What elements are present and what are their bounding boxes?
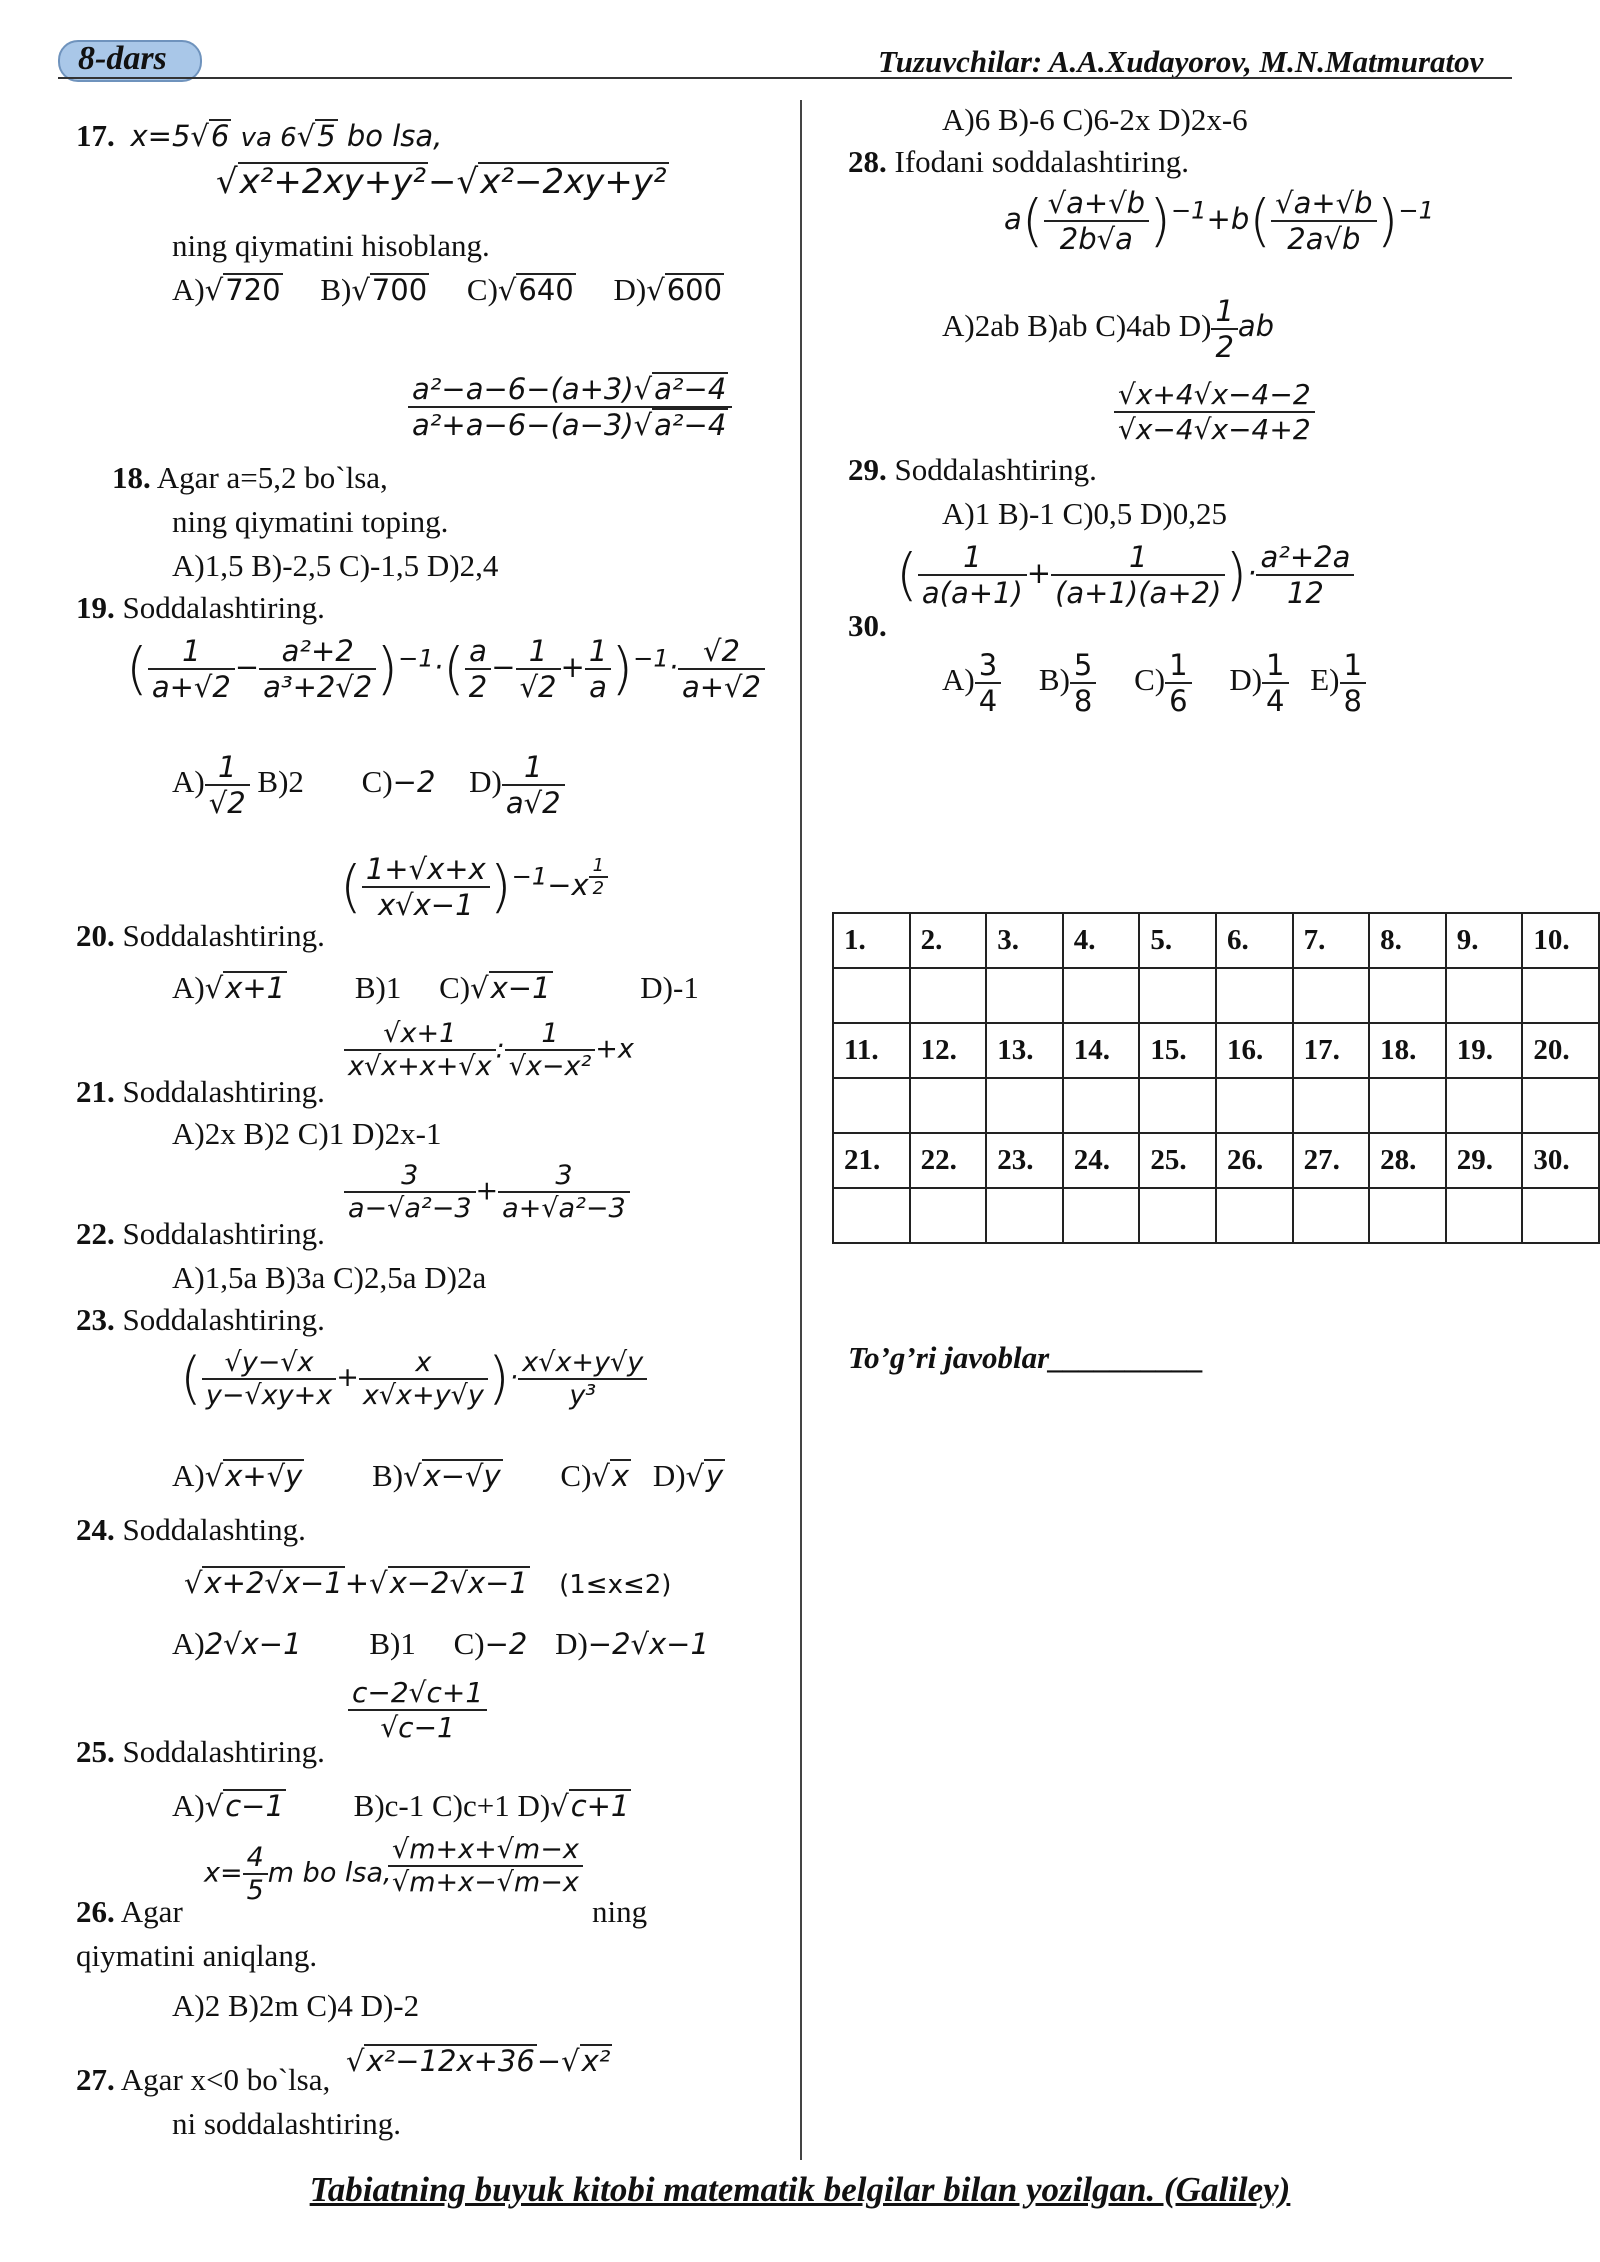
q24-title: 24. Soddalashting. — [76, 1512, 306, 1547]
answer-cell[interactable] — [1216, 1188, 1293, 1243]
q17-text: ning qiymatini hisoblang. — [172, 228, 490, 263]
q19-options: A) $\frac{1}{√2}$ B)2 C)−2 D) $\frac{1}{a√2}$ — [172, 750, 565, 820]
q28-expression: a( $\frac{√a+√b}{2b√a}$ )$^{-1}$+b( $\frac{√a+√b}{2a√b}$ )$^{-1}$ — [1004, 186, 1435, 256]
q20-options: A)√x+1 B)1 C)√x−1 D)-1 — [172, 970, 699, 1005]
answer-cell[interactable] — [1063, 1078, 1140, 1133]
answer-cell[interactable] — [1369, 968, 1446, 1023]
answer-input-row — [833, 1078, 1599, 1133]
q21-options: A)2x B)2 C)1 D)2x-1 — [172, 1116, 442, 1151]
answer-cell[interactable] — [1293, 968, 1370, 1023]
q21-title: 21. Soddalashtiring. — [76, 1074, 325, 1109]
answer-cell[interactable] — [1216, 968, 1293, 1023]
q22-title: 22. Soddalashtiring. — [76, 1216, 325, 1251]
header-rule — [58, 77, 1512, 79]
q24-expression: √x+2√x−1+√x−2√x−1 (1≤x≤2) — [184, 1566, 672, 1600]
q28-title: 28. Ifodani soddalashtiring. — [848, 144, 1189, 179]
q17-expression: √x²+2xy+y²−√x²−2xy+y² — [216, 162, 667, 202]
q28-options: A)2ab B)ab C)4ab D) $\frac{1}{2}$ ab — [942, 294, 1275, 364]
answer-cell[interactable] — [1293, 1078, 1370, 1133]
q29-expression: $\frac{√x+4√x-4-2}{√x-4√x-4+2}$ — [1114, 378, 1315, 446]
q30-expression: ( $\frac{1}{a(a+1)}$ + $\frac{1}{(a+1)(a+2)}$ )· $\frac{\text{a²+2a}}{12}$ — [896, 540, 1354, 610]
q20-expression: ( $\frac{1+√x+x}{x√x-1}$ )$^{-1}$−x $^{\frac{1}{2}}$ — [340, 852, 608, 922]
q26-text1: 26. Agar — [76, 1894, 183, 1929]
q25-expression: $\frac{c-2√c+1}{√c-1}$ — [348, 1676, 487, 1744]
answer-cell[interactable] — [986, 1078, 1063, 1133]
answer-cell[interactable] — [1216, 1078, 1293, 1133]
q18-fraction: $\frac{\text{a²−a−6−(a+3)√a²−4}}{\text{a²+a−6−(a−3)√a²−4}}$ — [408, 372, 732, 442]
lesson-title: 8-dars — [78, 40, 167, 77]
q25-title: 25. Soddalashtiring. — [76, 1734, 325, 1769]
q23-options: A)√x+√y B)√x−√y C)√x D)√y — [172, 1458, 724, 1493]
answer-input-row — [833, 1188, 1599, 1243]
answer-cell[interactable] — [1139, 968, 1216, 1023]
answer-cell[interactable] — [1522, 1188, 1599, 1243]
q27-options: A)6 B)-6 C)6-2x D)2x-6 — [942, 102, 1248, 137]
q22-expression: $\frac{3}{\text{a−√a²−3}}$ + $\frac{3}{\text{a+√a²−3}}$ — [344, 1160, 630, 1224]
answer-cell[interactable] — [910, 1188, 987, 1243]
answer-input-row — [833, 968, 1599, 1023]
q27-expression: √x²−12x+36−√x² — [346, 2044, 611, 2078]
q25-options: A)√c−1 B)c-1 C)c+1 D)√c+1 — [172, 1788, 630, 1823]
answer-cell[interactable] — [910, 1078, 987, 1133]
answer-cell[interactable] — [833, 968, 910, 1023]
q18-options: A)1,5 B)-2,5 C)-1,5 D)2,4 — [172, 548, 499, 583]
q21-expression: $\frac{√x+1}{x√x+x+√x}$ : $\frac{1}{\text{√x−x²}}$ +x — [344, 1018, 634, 1082]
q18-text1: 18. Agar a=5,2 bo`lsa, — [112, 460, 388, 495]
answer-header-row: 11. 12. 13. 14. 15. 16. 17. 18. 19. 20. — [833, 1023, 1599, 1078]
answer-cell[interactable] — [986, 1188, 1063, 1243]
answer-cell[interactable] — [1293, 1188, 1370, 1243]
answer-cell[interactable] — [986, 968, 1063, 1023]
q17: 17. x=5√6 va 6√5 bo lsa, — [76, 118, 443, 153]
answer-cell[interactable] — [1522, 968, 1599, 1023]
q27-text1: 27. Agar x<0 bo`lsa, — [76, 2062, 331, 2097]
q29-options: A)1 B)-1 C)0,5 D)0,25 — [942, 496, 1227, 531]
q19-expression: ( $\frac{1}{a+√2}$ − $\frac{\text{a²+2}}{\text{a³+2√2}}$ )$^{-1}$·( $\frac{a}{2}$ − $\frac{1}{√2}$ + $\frac{1}{a}$ )$^{-1}$· $\frac{√2}{a+√2}$ — [126, 634, 765, 704]
q20-title: 20. Soddalashtiring. — [76, 918, 325, 953]
answer-cell[interactable] — [1139, 1188, 1216, 1243]
answer-cell[interactable] — [1139, 1078, 1216, 1133]
authors: Tuzuvchilar: A.A.Xudayorov, M.N.Matmuratov — [878, 44, 1484, 79]
q26-condition: x= $\frac{4}{5}$ m bo lsa, — [204, 1842, 392, 1906]
answer-cell[interactable] — [1369, 1078, 1446, 1133]
answer-cell[interactable] — [1369, 1188, 1446, 1243]
answer-cell[interactable] — [910, 968, 987, 1023]
q23-title: 23. Soddalashtiring. — [76, 1302, 325, 1337]
footer-quote: Tabiatning buyuk kitobi matematik belgilar bilan yozilgan. (Galiley) — [309, 2170, 1291, 2209]
answer-cell[interactable] — [1063, 968, 1140, 1023]
q26-ning: ning — [592, 1894, 648, 1929]
correct-answers-label: To’g’ri javoblar__________ — [848, 1340, 1205, 1375]
answer-cell[interactable] — [1446, 1188, 1523, 1243]
answer-header-row: 21. 22. 23. 24. 25. 26. 27. 28. 29. 30. — [833, 1133, 1599, 1188]
answer-header-row: 1. 2. 3. 4. 5. 6. 7. 8. 9. 10. — [833, 913, 1599, 968]
q18-text2: ning qiymatini toping. — [172, 504, 449, 539]
q24-options: A)2√x−1 B)1 C)−2 D)−2√x−1 — [172, 1626, 709, 1661]
column-divider — [800, 100, 802, 2160]
q26-fraction: $\frac{√m+x+√m-x}{√m+x-√m-x}$ — [388, 1834, 583, 1898]
q22-options: A)1,5a B)3a C)2,5a D)2a — [172, 1260, 487, 1295]
answer-cell[interactable] — [1522, 1078, 1599, 1133]
q30-options: A) $\frac{3}{4}$ B) $\frac{5}{8}$ C) $\frac{1}{6}$ D) $\frac{1}{4}$ E) $\frac{1}{8}$ — [942, 648, 1366, 718]
q19-title: 19. Soddalashtiring. — [76, 590, 325, 625]
lesson-badge — [58, 40, 202, 82]
q26-text2: qiymatini aniqlang. — [76, 1938, 318, 1973]
q27-text2: ni soddalashtiring. — [172, 2106, 402, 2141]
answer-cell[interactable] — [1446, 1078, 1523, 1133]
answer-table — [832, 912, 1600, 1244]
answer-cell[interactable] — [833, 1188, 910, 1243]
q29-title: 29. Soddalashtiring. — [848, 452, 1097, 487]
answer-cell[interactable] — [1446, 968, 1523, 1023]
answer-cell[interactable] — [1063, 1188, 1140, 1243]
answer-cell[interactable] — [833, 1078, 910, 1133]
q26-options: A)2 B)2m C)4 D)-2 — [172, 1988, 420, 2023]
q17-options: A)√720 B)√700 C)√640 D)√600 — [172, 272, 723, 307]
q30-number: 30. — [848, 608, 887, 643]
q23-expression: ( $\frac{√y-√x}{y-√xy+x}$ + $\frac{x}{x√x+y√y}$ )· $\frac{x√x+y√y}{\text{y³}}$ — [180, 1346, 647, 1411]
